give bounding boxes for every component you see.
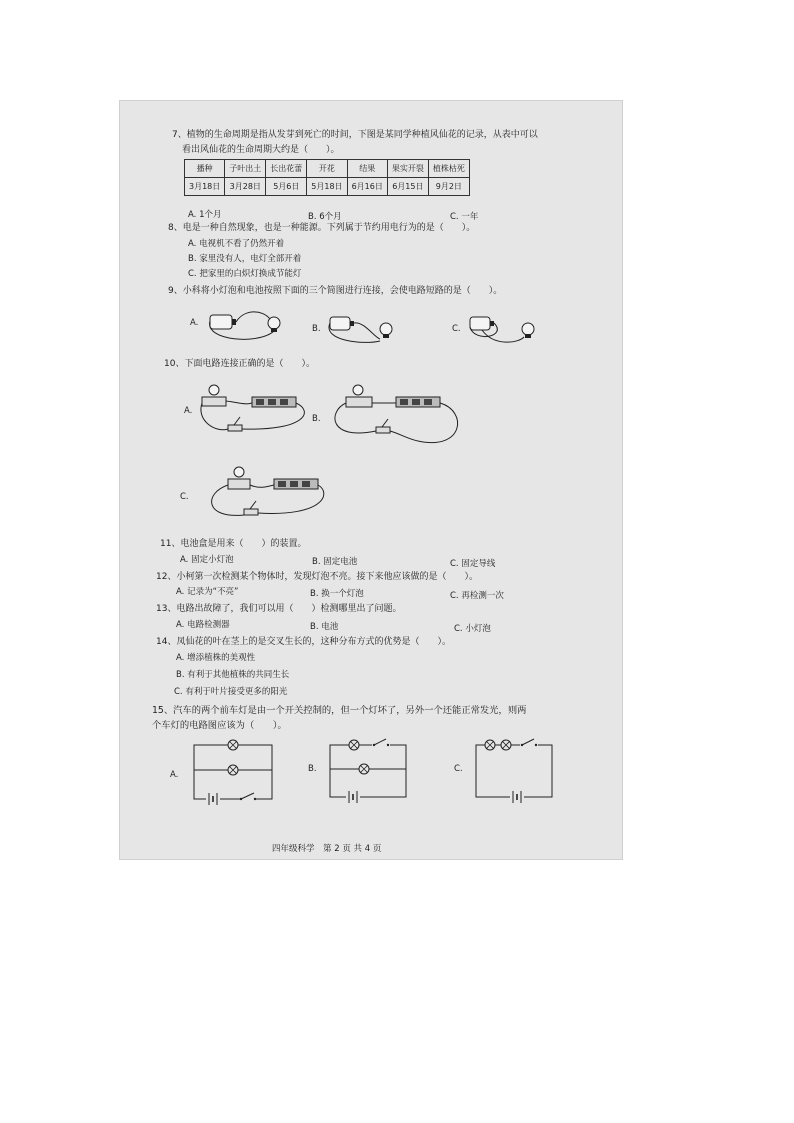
table-cell: 播种 [185, 160, 225, 178]
q15-stem-line1: 15、汽车的两个前车灯是由一个开关控制的，但一个灯坏了，另外一个还能正常发光，则两 [152, 705, 527, 716]
q9-stem: 9、小科将小灯泡和电池按照下面的三个简图进行连接，会使电路短路的是（ ）。 [168, 286, 503, 296]
q14-stem: 14、凤仙花的叶在茎上的是交叉生长的，这种分布方式的优势是（ ）。 [156, 637, 451, 647]
q9-circuit-a-diagram [204, 301, 304, 349]
q15-circuit-b-diagram [328, 737, 412, 801]
q12-option-b: B. 换一个灯泡 [310, 589, 364, 599]
q9-option-a: A. [190, 318, 199, 328]
q7-option-b: B. 6个月 [308, 212, 342, 222]
q14-option-b: B. 有利于其他植株的共同生长 [176, 670, 290, 680]
q10-circuit-b-diagram [328, 381, 468, 453]
q9-option-b: B. [312, 324, 321, 334]
q14-option-a: A. 增添植株的美观性 [176, 653, 256, 663]
q15-option-b: B. [308, 764, 317, 774]
table-cell: 5月6日 [266, 178, 307, 196]
table-cell: 长出花蕾 [266, 160, 307, 178]
table-cell: 6月15日 [387, 178, 428, 196]
q11-option-b: B. 固定电池 [312, 557, 358, 567]
q10-option-b: B. [312, 414, 321, 424]
q11-option-c: C. 固定导线 [450, 559, 496, 569]
q15-circuit-a-diagram [192, 737, 276, 805]
q12-stem: 12、小柯第一次检测某个物体时，发现灯泡不亮。接下来他应该做的是（ ）。 [156, 572, 478, 582]
table-cell: 9月2日 [428, 178, 469, 196]
q10-circuit-a-diagram [196, 381, 316, 443]
q13-stem: 13、电路出故障了，我们可以用（ ）检测哪里出了问题。 [156, 604, 402, 614]
page-footer: 四年级科学 第 2 页 共 4 页 [272, 844, 382, 854]
table-header-row [185, 160, 470, 178]
q12-option-c: C. 再检测一次 [450, 591, 504, 601]
q15-circuit-c-diagram [474, 737, 558, 801]
q11-option-a: A. 固定小灯泡 [180, 555, 234, 565]
table-cell: 3月18日 [185, 178, 225, 196]
q8-option-a: A. 电视机不看了仍然开着 [188, 239, 285, 249]
q10-stem: 10、下面电路连接正确的是（ ）。 [164, 359, 315, 369]
q9-circuit-c-diagram [464, 307, 554, 351]
q10-option-c: C. [180, 492, 189, 502]
q7-stem-line1: 7、植物的生命周期是指从发芽到死亡的时间，下图是某同学种植风仙花的记录，从表中可以 [172, 130, 538, 140]
q10-circuit-c-diagram [204, 463, 334, 525]
table-cell: 3月28日 [225, 178, 266, 196]
q14-option-c: C. 有利于叶片接受更多的阳光 [174, 687, 288, 697]
q8-option-c: C. 把家里的白炽灯换成节能灯 [188, 269, 302, 279]
q7-option-a: A. 1个月 [188, 210, 222, 220]
q7-record-table [184, 159, 470, 196]
table-cell: 5月18日 [307, 178, 347, 196]
q7-option-c: C. 一年 [450, 212, 479, 222]
q9-option-c: C. [452, 324, 461, 334]
table-cell: 子叶出土 [225, 160, 266, 178]
q13-option-c: C. 小灯泡 [454, 624, 491, 634]
q11-stem: 11、电池盒是用来（ ）的装置。 [160, 539, 307, 549]
q13-option-a: A. 电路检测器 [176, 620, 230, 630]
table-cell: 果实开裂 [387, 160, 428, 178]
table-row [185, 178, 470, 196]
q9-circuit-b-diagram [324, 307, 414, 351]
exam-page-photo [120, 101, 622, 859]
q15-option-c: C. [454, 764, 463, 774]
q15-option-a: A. [170, 770, 179, 780]
q8-stem: 8、电是一种自然现象，也是一种能源。下列属于节约用电行为的是（ ）。 [168, 223, 476, 233]
table-cell: 开花 [307, 160, 347, 178]
q15-stem-line2: 个车灯的电路图应该为（ ）。 [152, 720, 287, 731]
table-cell: 植株枯死 [428, 160, 469, 178]
q12-option-a: A. 记录为“不亮” [176, 587, 239, 597]
q8-option-b: B. 家里没有人，电灯全部开着 [188, 254, 302, 264]
q13-option-b: B. 电池 [310, 622, 339, 632]
q7-stem-line2: 看出风仙花的生命周期大约是（ ）。 [182, 145, 340, 155]
table-cell: 6月16日 [347, 178, 387, 196]
table-cell: 结果 [347, 160, 387, 178]
q10-option-a: A. [184, 406, 193, 416]
